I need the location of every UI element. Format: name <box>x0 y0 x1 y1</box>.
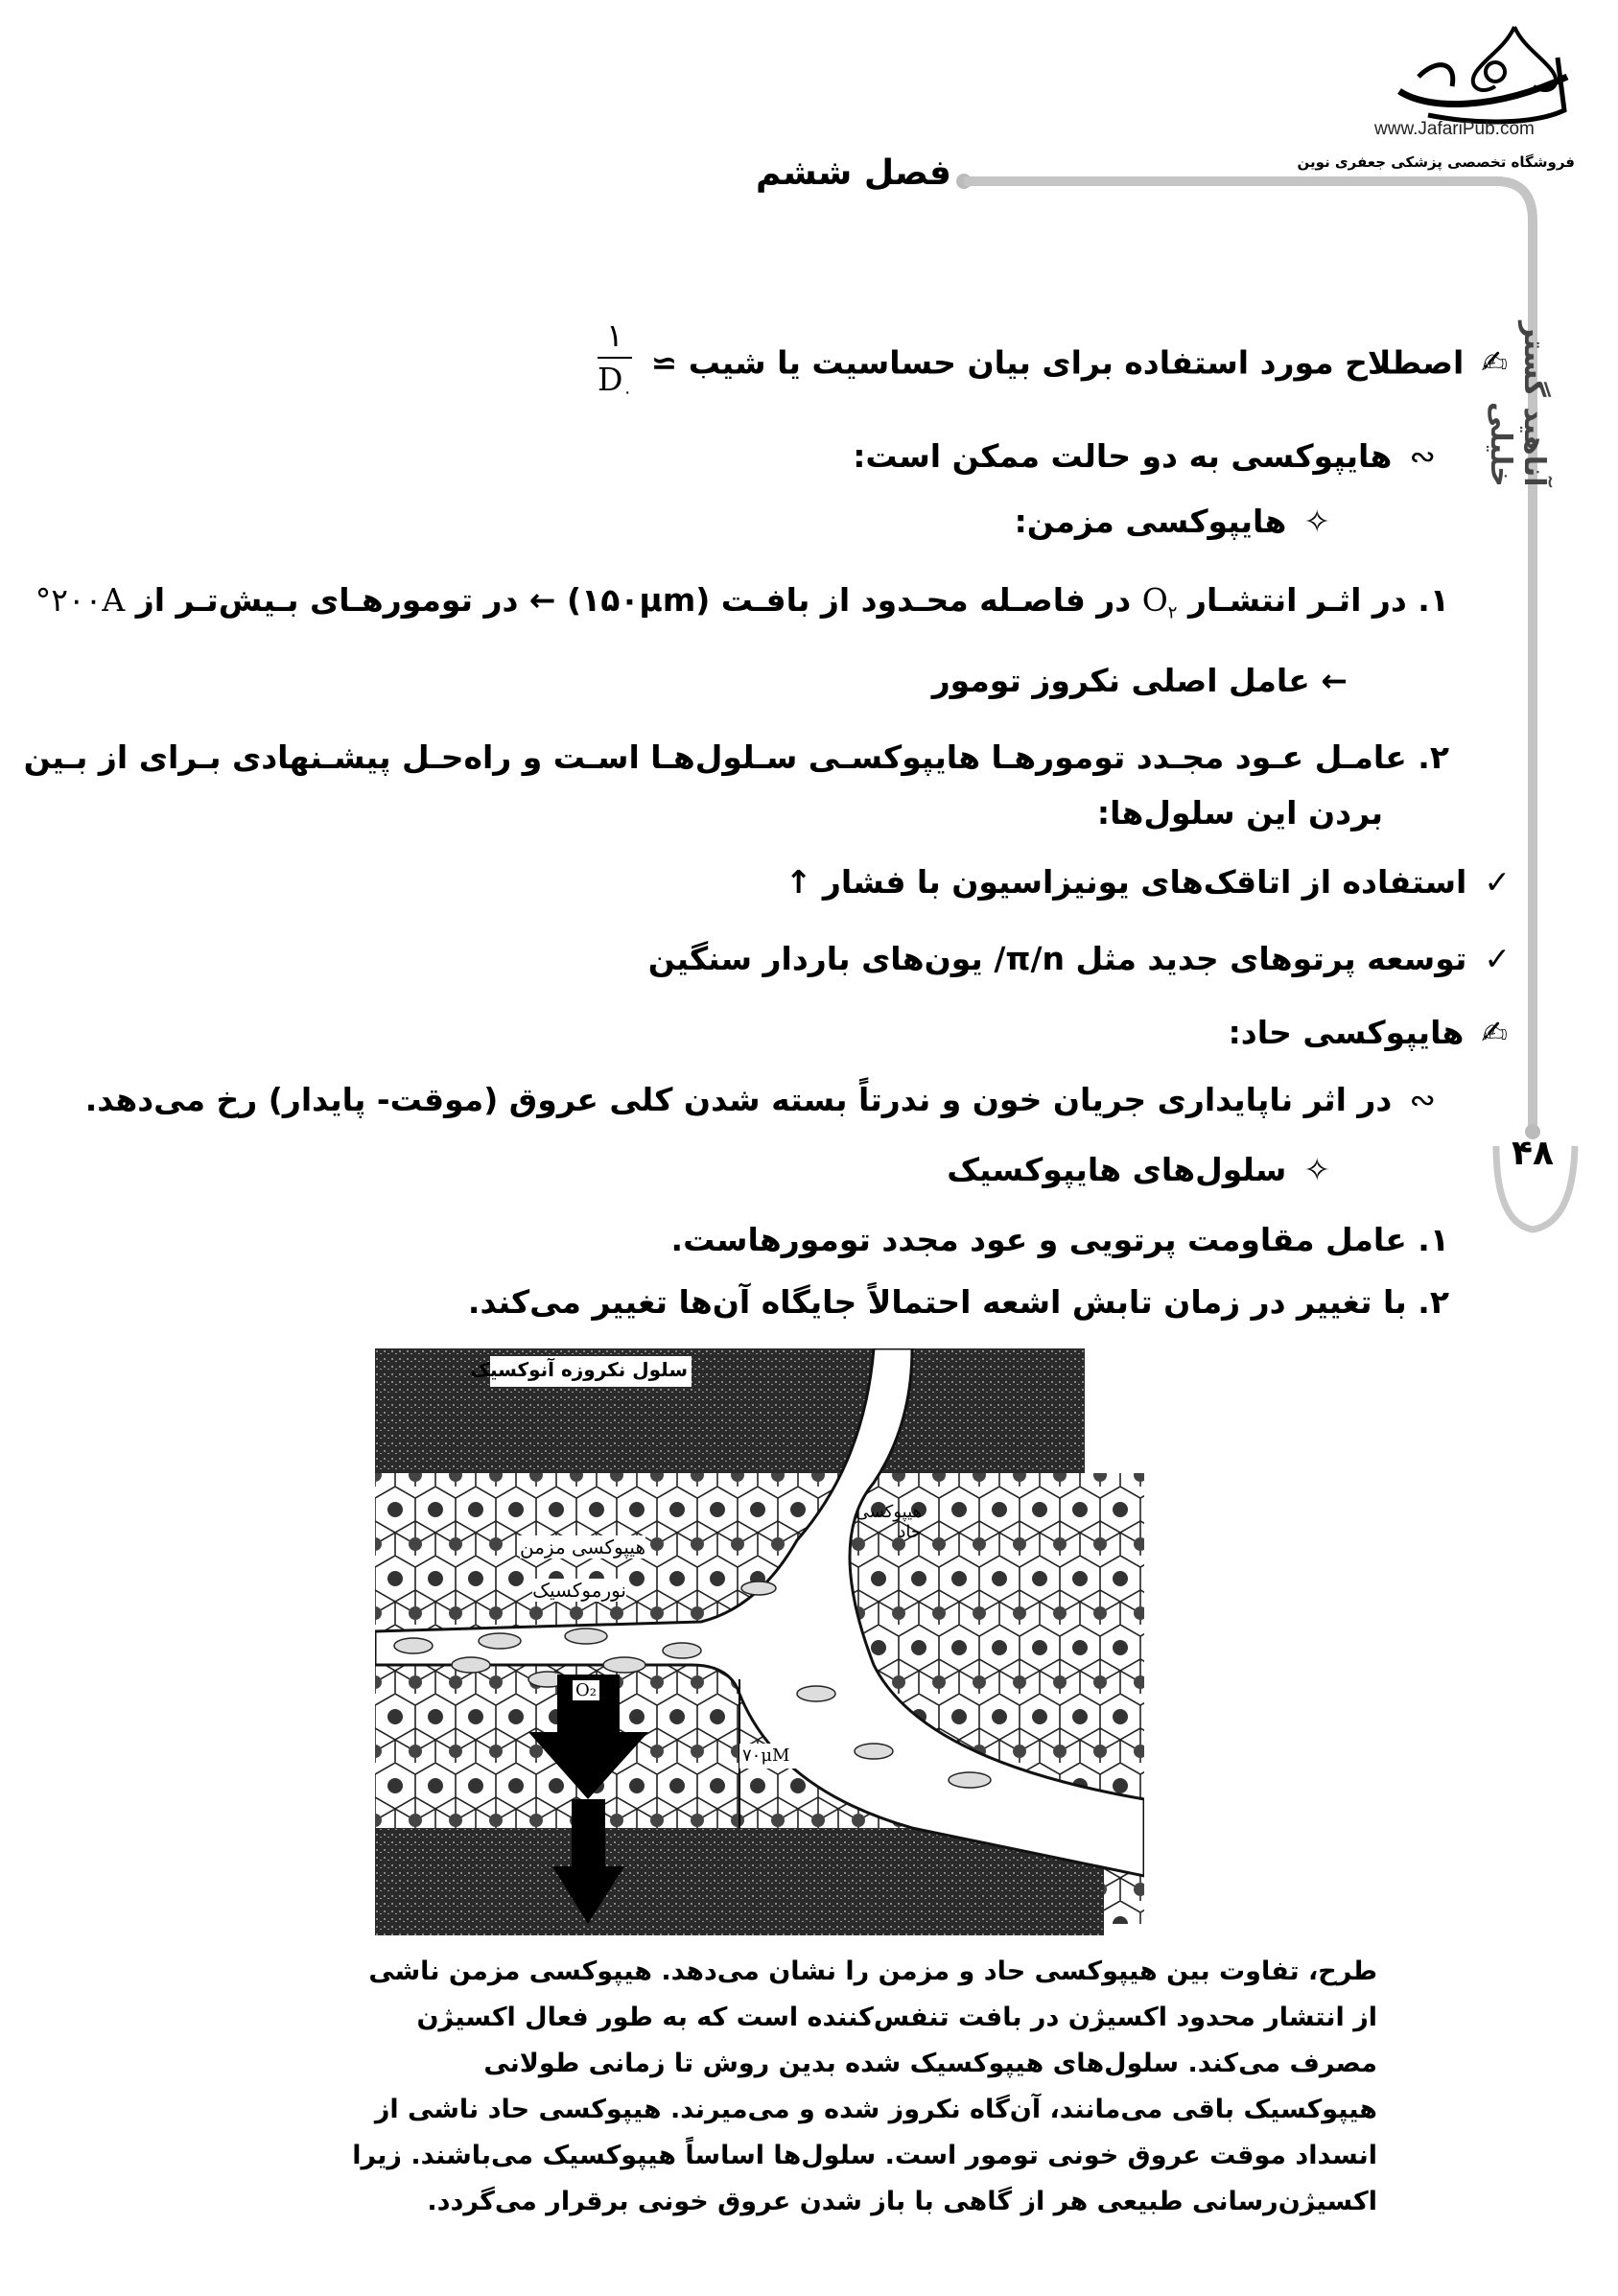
caption-line: هیپوکسیک باقی می‌مانند، آن‌گاه نکروز شده و می‌میرند. هیپوکسی حاد ناشی از <box>374 2095 1377 2124</box>
hypoxia-diagram <box>375 1348 1144 1935</box>
label-necrotic: سلول نکروزه آنوکسیک <box>470 1358 688 1381</box>
label-distance: ۷۰μM <box>742 1745 790 1766</box>
fraction-den-d: D <box>597 361 623 398</box>
figure-caption <box>250 1953 1377 2221</box>
writing-hand-icon: ✍ <box>1481 1014 1508 1051</box>
acute-heading <box>1229 1012 1508 1054</box>
acute-description <box>85 1079 1436 1121</box>
chronic-item-2: ۲. عامـل عـود مجـدد تومورهـا هایپوکسـی سـلول‌هـا اسـت و راه‌حـل پیشـنهادی بـرای از بـین <box>23 738 1449 776</box>
swirl-bullet-icon: ∾ <box>1409 437 1436 475</box>
o2-sub: ۲ <box>1167 602 1178 623</box>
chronic-item-2-cont: بردن این سلول‌ها: <box>1096 794 1383 832</box>
fraction-denominator <box>598 359 632 414</box>
hypoxic-cells-heading <box>947 1149 1330 1191</box>
hypoxia-intro <box>853 435 1436 478</box>
hypoxic-cells-text: سلول‌های هایپوکسیک <box>947 1151 1287 1188</box>
writing-hand-icon: ✍ <box>1481 343 1508 382</box>
swirl-bullet-icon: ∾ <box>1409 1081 1436 1118</box>
caption-line: مصرف می‌کند. سلول‌های هیپوکسیک شده بدین روش تا زمانی طولانی <box>483 2049 1377 2078</box>
fraction-numerator: ۱ <box>598 315 632 359</box>
hypoxic-item-1: ۱. عامل مقاومت پرتویی و عود مجدد تومورهاست. <box>670 1221 1449 1258</box>
label-acute: هیپوکسی حاد <box>855 1502 922 1542</box>
check-item-1-text: استفاده از اتاقک‌های یونیزاسیون با فشار ↑ <box>785 863 1467 901</box>
label-chronic: هیپوکسی مزمن <box>519 1535 645 1558</box>
chronic-heading-text: هایپوکسی مزمن: <box>1014 503 1287 540</box>
caption-line: اکسیژن‌رسانی طبیعی هر از گاهی با باز شدن عروق خونی برقرار می‌گردد. <box>427 2187 1377 2216</box>
tissue-illustration <box>375 1348 1144 1935</box>
check-item-2 <box>648 938 1511 980</box>
item1-part-b: در فاصـله محـدود از بافـت (۱۵۰μm) ← در تومورهـای بـیش‌تـر از <box>135 581 1132 619</box>
caption-line: انسداد موقت عروق خونی تومور است. سلول‌ها اساساً هیپوکسیک می‌باشند. زیرا <box>352 2141 1377 2170</box>
store-name: فروشگاه تخصصی پزشکی جعفری نوین <box>1297 153 1575 171</box>
checkmark-icon: ✓ <box>1484 940 1511 977</box>
hypoxic-item-2: ۲. با تغییر در زمان تابش اشعه احتمالاً جایگاه آن‌ها تغییر می‌کند. <box>467 1283 1449 1321</box>
checkmark-icon: ✓ <box>1484 863 1511 901</box>
chronic-item-1-cont: ← عامل اصلی نکروز تومور <box>931 662 1348 699</box>
definition-text: اصطلاح مورد استفاده برای بیان حساسیت یا شیب ≃ <box>650 343 1465 382</box>
star-bullet-icon: ✧ <box>1303 503 1330 540</box>
definition-line <box>598 315 1508 414</box>
chronic-item-1 <box>35 579 1449 635</box>
label-normoxic: نورموکسیک <box>532 1579 626 1602</box>
hypoxia-intro-text: هایپوکسی به دو حالت ممکن است: <box>853 437 1393 475</box>
star-bullet-icon: ✧ <box>1303 1151 1330 1188</box>
side-author-name: آناهید گستر خلیلی <box>1484 321 1551 487</box>
acute-description-text: در اثر ناپایداری جریان خون و ندرتاً بسته شدن کلی عروق (موقت- پایدار) رخ می‌دهد. <box>84 1081 1393 1118</box>
label-o2: O₂ <box>573 1680 599 1700</box>
fraction <box>598 315 632 414</box>
chronic-heading <box>1015 501 1330 543</box>
check-item-1 <box>786 861 1511 903</box>
fraction-den-sub: ۰ <box>622 382 633 403</box>
caption-line: طرح، تفاوت بین هیپوکسی حاد و مزمن را نشان می‌دهد. هیپوکسی مزمن ناشی <box>368 1956 1377 1986</box>
page-number: ۴۸ <box>1512 1134 1554 1173</box>
publisher-url: www.JafariPub.com <box>1374 119 1535 139</box>
item1-angstrom: ۲۰۰A° <box>35 581 126 619</box>
chapter-title: فصل ششم <box>756 153 951 193</box>
o2-letter: O <box>1141 581 1168 619</box>
check-item-2-text: توسعه پرتوهای جدید مثل π/n/ یون‌های باردار سنگین <box>647 940 1467 977</box>
acute-heading-text: هایپوکسی حاد: <box>1228 1014 1465 1051</box>
caption-line: از انتشار محدود اکسیژن در بافت تنفس‌کننده است که به طور فعال اکسیژن <box>416 2003 1377 2032</box>
item1-part-a: ۱. در اثـر انتشـار <box>1187 581 1449 619</box>
o2-symbol <box>1141 581 1178 623</box>
